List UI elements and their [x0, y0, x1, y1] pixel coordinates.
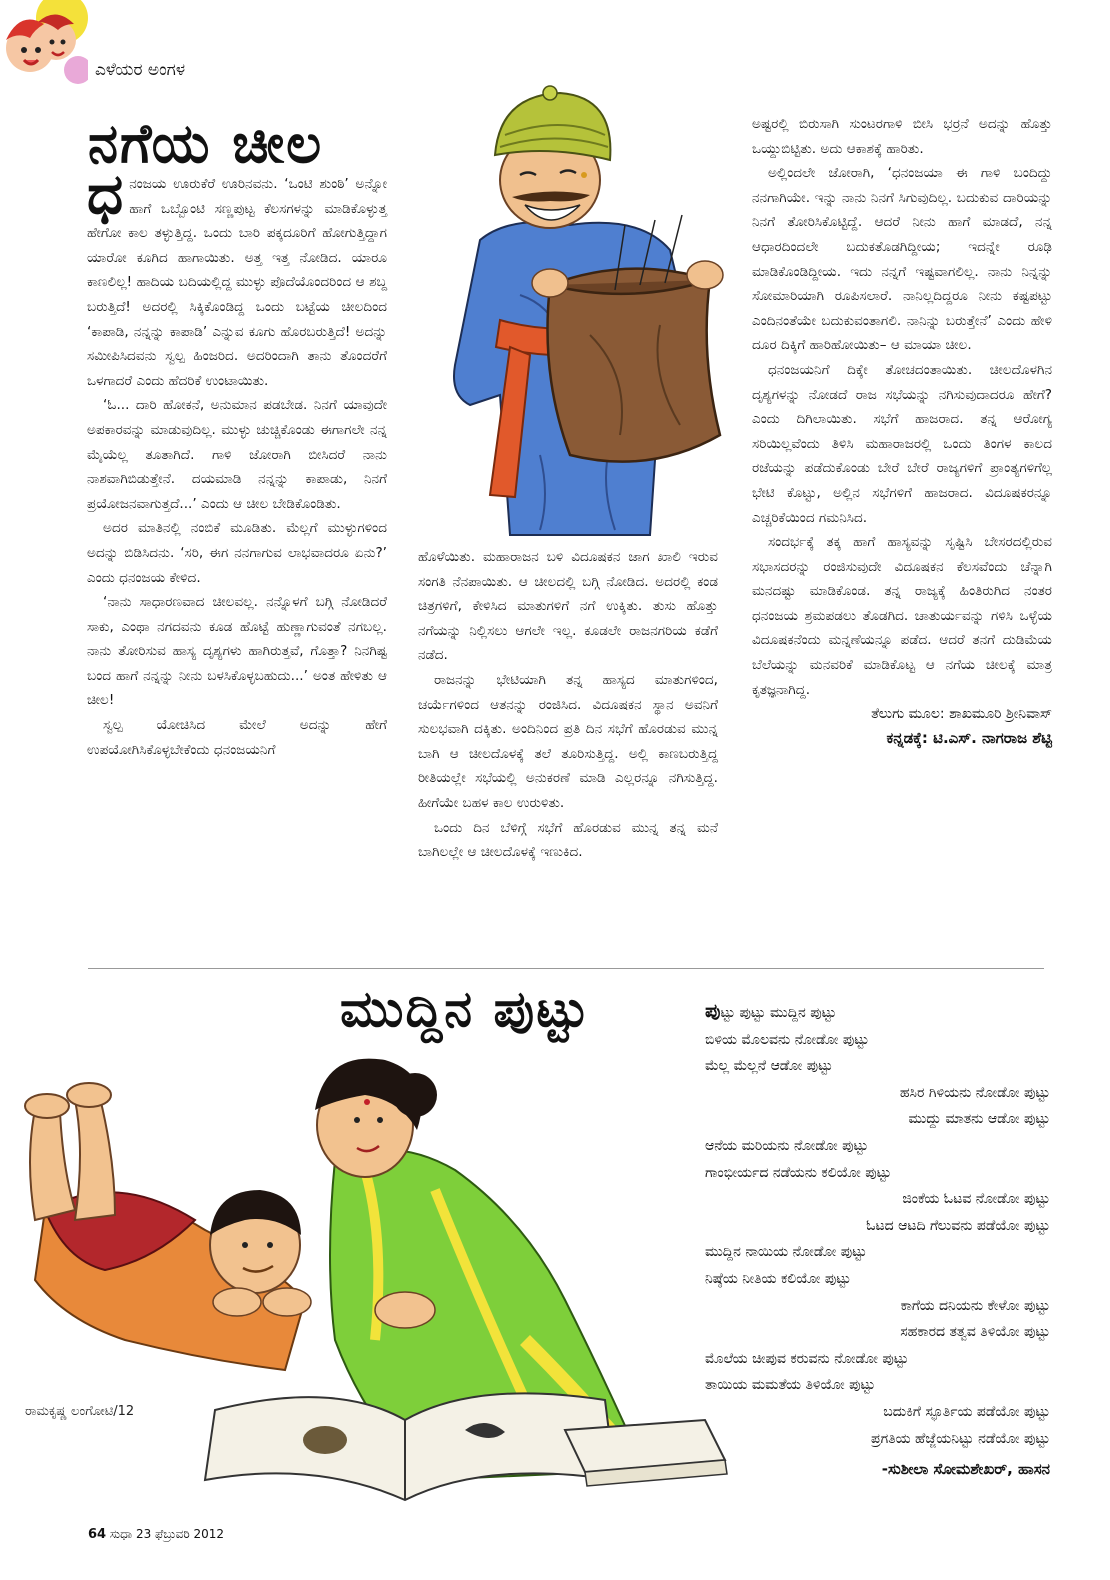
- poem-line: ಸಹಕಾರದ ತತ್ವವ ತಿಳಿಯೋ ಪುಟ್ಟು: [900, 1324, 1050, 1341]
- poem-body: [705, 998, 1050, 1483]
- section-divider: [88, 968, 1044, 969]
- story-paragraph: ‘ನಾನು ಸಾಧಾರಣವಾದ ಚೀಲವಲ್ಲ. ನನ್ನೊಳಗೆ ಬಗ್ಗಿ ನೋಡಿದರೆ ಸಾಕು, ಎಂಥಾ ನಗದವನು ಕೂಡ ಹೊಟ್ಟೆ ಹುಣ್ಣಾಗುವಂತೆ ನಗಬಲ್ಲ. ನಾನು ತೋರಿಸುವ ಹಾಸ್ಯ ದೃಶ್ಯಗಳು ಹಾಗಿರುತ್ತವೆ, ಗೊತ್ತಾ? ನಿನಗಿಷ್ಟ ಬಂದ ಹಾಗೆ ನನ್ನನ್ನು ನೀನು ಬಳಸಿಕೊಳ್ಳಬಹುದು...’ ಅಂತ ಹೇಳಿತು ಆ ಚೀಲ!: [87, 594, 387, 709]
- poem-line: ಆನೆಯ ಮರಿಯನು ನೋಡೋ ಪುಟ್ಟು: [705, 1137, 869, 1154]
- poem-line: ಗಾಂಭೀರ್ಯದ ನಡೆಯನು ಕಲಿಯೋ ಪುಟ್ಟು: [705, 1164, 892, 1181]
- poem-line: ಕಾಗೆಯ ದನಿಯನು ಕೇಳೋ ಪುಟ್ಟು: [900, 1297, 1050, 1314]
- story-paragraph: ಹೊಳೆಯಿತು. ಮಹಾರಾಜನ ಬಳಿ ವಿದೂಷಕನ ಜಾಗ ಖಾಲಿ ಇರುವ ಸಂಗತಿ ನೆನಪಾಯಿತು. ಆ ಚೀಲದಲ್ಲಿ ಬಗ್ಗಿ ನೋಡಿದ. ಅದರಲ್ಲಿ ಕಂಡ ಚಿತ್ರಗಳಿಗೆ, ಕೇಳಿಸಿದ ಮಾತುಗಳಿಗೆ ನಗೆ ಉಕ್ಕಿತು. ತುಸು ಹೊತ್ತು ನಗೆಯನ್ನು ನಿಲ್ಲಿಸಲು ಆಗಲೇ ಇಲ್ಲ. ಕೂಡಲೇ ರಾಜನಗರಿಯ ಕಡೆಗೆ ನಡೆದ.: [418, 549, 718, 664]
- issue-date: 23 ಫೆಬ್ರುವರಿ 2012: [135, 1527, 225, 1541]
- story-paragraph: ಅಲ್ಲಿಂದಲೇ ಜೋರಾಗಿ, ‘ಧನಂಜಯಾ ಈ ಗಾಳಿ ಬಂದಿದ್ದು ನನಗಾಗಿಯೇ. ಇನ್ನು ನಾನು ನಿನಗೆ ಸಿಗುವುದಿಲ್ಲ. ಬದುಕುವ ದಾರಿಯನ್ನು ನಿನಗೆ ತೋರಿಸಿಕೊಟ್ಟಿದ್ದೆ. ಆದರೆ ನೀನು ಹಾಗೆ ಮಾಡದೆ, ನನ್ನ ಆಧಾರದಿಂದಲೇ ಬದುಕತೊಡಗಿದ್ದೀಯ; ಇದನ್ನೇ ರೂಢಿ ಮಾಡಿಕೊಂಡಿದ್ದೀಯ. ಇದು ನನ್ನಗೆ ಇಷ್ಟವಾಗಲಿಲ್ಲ. ನಾನು ನಿನ್ನನ್ನು ಸೋಮಾರಿಯಾಗಿ ರೂಪಿಸಲಾರೆ. ನಾನಿಲ್ಲದಿದ್ದರೂ ನೀನು ಕಷ್ಟಪಟ್ಟು ಎಂದಿನಂತೆಯೇ ಬದುಕುವಂತಾಗಲಿ. ನಾನಿನ್ನು ಬರುತ್ತೇನೆ’ ಎಂದು ಹೇಳಿ ದೂರ ದಿಕ್ಕಿಗೆ ಹಾರಿಹೋಯಿತು– ಆ ಮಾಯಾ ಚೀಲ.: [752, 165, 1052, 354]
- poem-line: ಓಟದ ಆಟದಿ ಗೆಲುವನು ಪಡೆಯೋ ಪುಟ್ಟು: [866, 1217, 1050, 1234]
- story-paragraph: ಅಷ್ಟರಲ್ಲಿ ಬಿರುಸಾಗಿ ಸುಂಟರಗಾಳಿ ಬೀಸಿ ಭರ್ರನೆ ಅದನ್ನು ಹೊತ್ತು ಒಯ್ದುಬಿಟ್ಟಿತು. ಅದು ಆಕಾಶಕ್ಕೆ ಹಾರಿತು.: [752, 116, 1052, 157]
- dropcap: ಧ: [87, 162, 124, 227]
- story-paragraph: ಒಂದು ದಿನ ಬೆಳಿಗ್ಗೆ ಸಭೆಗೆ ಹೊರಡುವ ಮುನ್ನ ತನ್ನ ಮನೆ ಬಾಗಿಲಲ್ಲೇ ಆ ಚೀಲದೊಳಕ್ಕೆ ಇಣುಕಿದ.: [418, 819, 718, 861]
- illustrator-signature: ರಾಮಕೃಷ್ಣ ಲಂಗೋಟಿ/12: [25, 1404, 135, 1419]
- poem-line: ಬದುಕಿಗೆ ಸ್ಫೂರ್ತಿಯ ಪಡೆಯೋ ಪುಟ್ಟು: [883, 1403, 1050, 1420]
- source-credit: ತೆಲುಗು ಮೂಲ: ಶಾಖಮೂರಿ ಶ್ರೀನಿವಾಸ್: [871, 706, 1052, 723]
- page-number: 64: [88, 1527, 107, 1542]
- poem-line: ನಿಷ್ಠೆಯ ನೀತಿಯ ಕಲಿಯೋ ಪುಟ್ಟು: [705, 1270, 851, 1287]
- poem-line: ಹಸಿರ ಗಿಳಿಯನು ನೋಡೋ ಪುಟ್ಟು: [899, 1084, 1050, 1101]
- poem-line: ಜಿಂಕೆಯ ಓಟವ ನೋಡೋ ಪುಟ್ಟು: [902, 1191, 1050, 1208]
- story-paragraph: ಸಂದರ್ಭಕ್ಕೆ ತಕ್ಕ ಹಾಗೆ ಹಾಸ್ಯವನ್ನು ಸೃಷ್ಟಿಸಿ ಬೇಸರದಲ್ಲಿರುವ ಸಭಾಸದರನ್ನು ರಂಜಿಸುವುದೇ ವಿದೂಷಕನ ಕೆಲಸವೆಂದು ಚೆನ್ನಾಗಿ ಮನದಷ್ಟು ಮಾಡಿಕೊಂಡ. ತನ್ನ ರಾಜ್ಯಕ್ಕೆ ಹಿಂತಿರುಗಿದ ನಂತರ ಧನಂಜಯ ಶ್ರಮಪಡಲು ತೊಡಗಿದ. ಚಾತುರ್ಯವನ್ನು ಗಳಿಸಿ ಒಳ್ಳೆಯ ವಿದೂಷಕನೆಂದು ಮನ್ನಣೆಯನ್ನೂ ಪಡೆದ. ಆದರೆ ತನಗೆ ದುಡಿಮೆಯ ಬೆಲೆಯನ್ನು ಮನವರಿಕೆ ಮಾಡಿಕೊಟ್ಟ ಆ ನಗೆಯ ಚೀಲಕ್ಕೆ ಮಾತ್ರ ಕೃತಜ್ಞನಾಗಿದ್ದ.: [752, 534, 1052, 698]
- story-paragraph: ‘ಓ... ದಾರಿ ಹೋಕನೆ, ಅನುಮಾನ ಪಡಬೇಡ. ನಿನಗೆ ಯಾವುದೇ ಅಪಕಾರವನ್ನು ಮಾಡುವುದಿಲ್ಲ. ಮುಳ್ಳು ಚುಚ್ಚಿಕೊಂಡು ಈಗಾಗಲೇ ನನ್ನ ಮೈಯೆಲ್ಲ ತೂತಾಗಿದೆ. ಗಾಳಿ ಜೋರಾಗಿ ಬೀಸಿದರೆ ನಾನು ನಾಶವಾಗಿಬಿಡುತ್ತೇನೆ. ದಯಮಾಡಿ ನನ್ನನ್ನು ಕಾಪಾಡು, ನಿನಗೆ ಪ್ರಯೋಜನವಾಗುತ್ತದೆ...’ ಎಂದು ಆ ಚೀಲ ಬೇಡಿಕೊಂಡಿತು.: [87, 397, 387, 512]
- page-folio: [88, 1527, 224, 1542]
- poem-line: ತಾಯಿಯ ಮಮತೆಯ ತಿಳಿಯೋ ಪುಟ್ಟು: [705, 1377, 876, 1394]
- story-column-2: [418, 545, 718, 865]
- poem-line: ಮೆಲ್ಲ ಮೆಲ್ಲನೆ ಆಡೋ ಪುಟ್ಟು: [705, 1058, 833, 1075]
- poem-line: ಪ್ರಗತಿಯ ಹೆಜ್ಜೆಯನಿಟ್ಟು ನಡೆಯೋ ಪುಟ್ಟು: [871, 1430, 1050, 1447]
- man-with-sack-illustration: [400, 75, 740, 540]
- magazine-name: ಸುಧಾ: [109, 1527, 133, 1541]
- poem-line-rest: ಟ್ಟು ಪುಟ್ಟು ಮುದ್ದಿನ ಪುಟ್ಟು: [720, 1005, 837, 1021]
- story-column-3: [752, 112, 1052, 750]
- section-logo: [0, 0, 88, 88]
- story-paragraph: ಧನಂಜಯನಿಗೆ ದಿಕ್ಕೇ ತೋಚದಂತಾಯಿತು. ಚೀಲದೊಳಗಿನ ದೃಶ್ಯಗಳನ್ನು ನೋಡದೆ ರಾಜ ಸಭೆಯನ್ನು ನಗಿಸುವುದಾದರೂ ಹೇಗೆ? ಎಂದು ದಿಗಿಲಾಯಿತು. ಸಭೆಗೆ ಹಾಜರಾದ. ತನ್ನ ಆರೋಗ್ಯ ಸರಿಯಿಲ್ಲವೆಂದು ತಿಳಿಸಿ ಮಹಾರಾಜರಲ್ಲಿ ಒಂದು ತಿಂಗಳ ಕಾಲದ ರಜೆಯನ್ನು ಪಡೆದುಕೊಂಡು ಬೇರೆ ಬೇರೆ ರಾಜ್ಯಗಳಿಗೆ ಪ್ರಾಂತ್ಯಗಳಿಗೆಲ್ಲ ಭೇಟಿ ಕೊಟ್ಟು, ಅಲ್ಲಿನ ಸಭೆಗಳಿಗೆ ಹಾಜರಾದ. ವಿದೂಷಕರನ್ನೂ ಎಚ್ಚರಿಕೆಯಿಂದ ಗಮನಿಸಿದ.: [752, 361, 1052, 526]
- story-column-1: [87, 162, 387, 762]
- story-title: ನಗೆಯ ಚೀಲ: [88, 112, 324, 175]
- poem-dropcap: ಪು: [705, 1000, 721, 1022]
- poem-line: ಮೊಲೆಯ ಚೀಪುವ ಕರುವನು ನೋಡೋ ಪುಟ್ಟು: [705, 1350, 909, 1367]
- mother-and-boy-reading-illustration: [5, 1040, 735, 1530]
- section-label: ಎಳೆಯರ ಅಂಗಳ: [95, 60, 186, 80]
- translator-credit: ಕನ್ನಡಕ್ಕೆ: ಟಿ.ಎಸ್. ನಾಗರಾಜ ಶೆಟ್ಟಿ: [886, 729, 1052, 748]
- poem-line: ಬಿಳಿಯ ಮೊಲವನು ನೋಡೋ ಪುಟ್ಟು: [705, 1031, 869, 1048]
- story-paragraph: ಅದರ ಮಾತಿನಲ್ಲಿ ನಂಬಿಕೆ ಮೂಡಿತು. ಮೆಲ್ಲಗೆ ಮುಳ್ಳುಗಳಿಂದ ಅದನ್ನು ಬಿಡಿಸಿದನು. ‘ಸರಿ, ಈಗ ನನಗಾಗುವ ಲಾಭವಾದರೂ ಏನು?’ ಎಂದು ಧನಂಜಯ ಕೇಳಿದ.: [87, 520, 387, 586]
- story-paragraph: ರಾಜನನ್ನು ಭೇಟಿಯಾಗಿ ತನ್ನ ಹಾಸ್ಯದ ಮಾತುಗಳಿಂದ, ಚರ್ಯೆಗಳಿಂದ ಆತನನ್ನು ರಂಜಿಸಿದ. ವಿದೂಷಕನ ಸ್ಥಾನ ಅವನಿಗೆ ಸುಲಭವಾಗಿ ದಕ್ಕಿತು. ಅಂದಿನಿಂದ ಪ್ರತಿ ದಿನ ಸಭೆಗೆ ಹೊರಡುವ ಮುನ್ನ ಬಾಗಿ ಆ ಚೀಲದೊಳಕ್ಕೆ ತಲೆ ತೂರಿಸುತ್ತಿದ್ದ. ಅಲ್ಲಿ ಕಾಣಬರುತ್ತಿದ್ದ ರೀತಿಯಲ್ಲೇ ಸಭೆಯಲ್ಲಿ ಅನುಕರಣೆ ಮಾಡಿ ಎಲ್ಲರನ್ನೂ ನಗಿಸುತ್ತಿದ್ದ. ಹೀಗೆಯೇ ಬಹಳ ಕಾಲ ಉರುಳಿತು.: [418, 671, 718, 811]
- poem-title: ಮುದ್ದಿನ ಪುಟ್ಟು: [340, 980, 591, 1038]
- story-paragraph: ನಂಜಯ ಊರುಕೆರೆ ಊರಿನವನು. ‘ಒಂಟಿ ಶುಂಠಿ’ ಅನ್ನೋ ಹಾಗೆ ಒಬ್ಬೊಂಟಿ ಸಣ್ಣಪುಟ್ಟ ಕೆಲಸಗಳನ್ನು ಮಾಡಿಕೊಳ್ಳುತ್ತ ಹೇಗೋ ಕಾಲ ತಳ್ಳುತ್ತಿದ್ದ. ಒಂದು ಬಾರಿ ಪಕ್ಕದೂರಿಗೆ ಹೋಗುತ್ತಿದ್ದಾಗ ಯಾರೋ ಕೂಗಿದ ಹಾಗಾಯಿತು. ಅತ್ತ ಇತ್ತ ನೋಡಿದ. ಯಾರೂ ಕಾಣಲಿಲ್ಲ! ಹಾದಿಯ ಬದಿಯಲ್ಲಿದ್ದ ಮುಳ್ಳು ಪೊದೆಯೊಂದರಿಂದ ಆ ಶಬ್ದ ಬರುತ್ತಿದೆ! ಅದರಲ್ಲಿ ಸಿಕ್ಕಿಕೊಂಡಿದ್ದ ಒಂದು ಬಟ್ಟೆಯ ಚೀಲದಿಂದ ‘ಕಾಪಾಡಿ, ನನ್ನನ್ನು ಕಾಪಾಡಿ’ ಎನ್ನುವ ಕೂಗು ಹೊರಬರುತ್ತಿದೆ! ಅದನ್ನು ಸಮೀಪಿಸಿದವನು ಸ್ವಲ್ಪ ಹಿಂಜರಿದ. ಅದರಿಂದಾಗಿ ತಾನು ತೊಂದರೆಗೆ ಒಳಗಾದರೆ ಎಂದು ಹೆದರಿಕೆ ಉಂಟಾಯಿತು.: [87, 176, 387, 389]
- story-paragraph: ಸ್ವಲ್ಪ ಯೋಚಿಸಿದ ಮೇಲೆ ಅದನ್ನು ಹೇಗೆ ಉಪಯೋಗಿಸಿಕೊಳ್ಳಬೇಕೆಂದು ಧನಂಜಯನಿಗೆ: [87, 717, 387, 758]
- poem-line: ಮುದ್ದು ಮಾತನು ಆಡೋ ಪುಟ್ಟು: [908, 1111, 1050, 1128]
- poem-author: -ಸುಶೀಲಾ ಸೋಮಶೇಖರ್, ಹಾಸನ: [881, 1460, 1050, 1479]
- poem-line: ಮುದ್ದಿನ ನಾಯಿಯ ನೋಡೋ ಪುಟ್ಟು: [705, 1244, 867, 1261]
